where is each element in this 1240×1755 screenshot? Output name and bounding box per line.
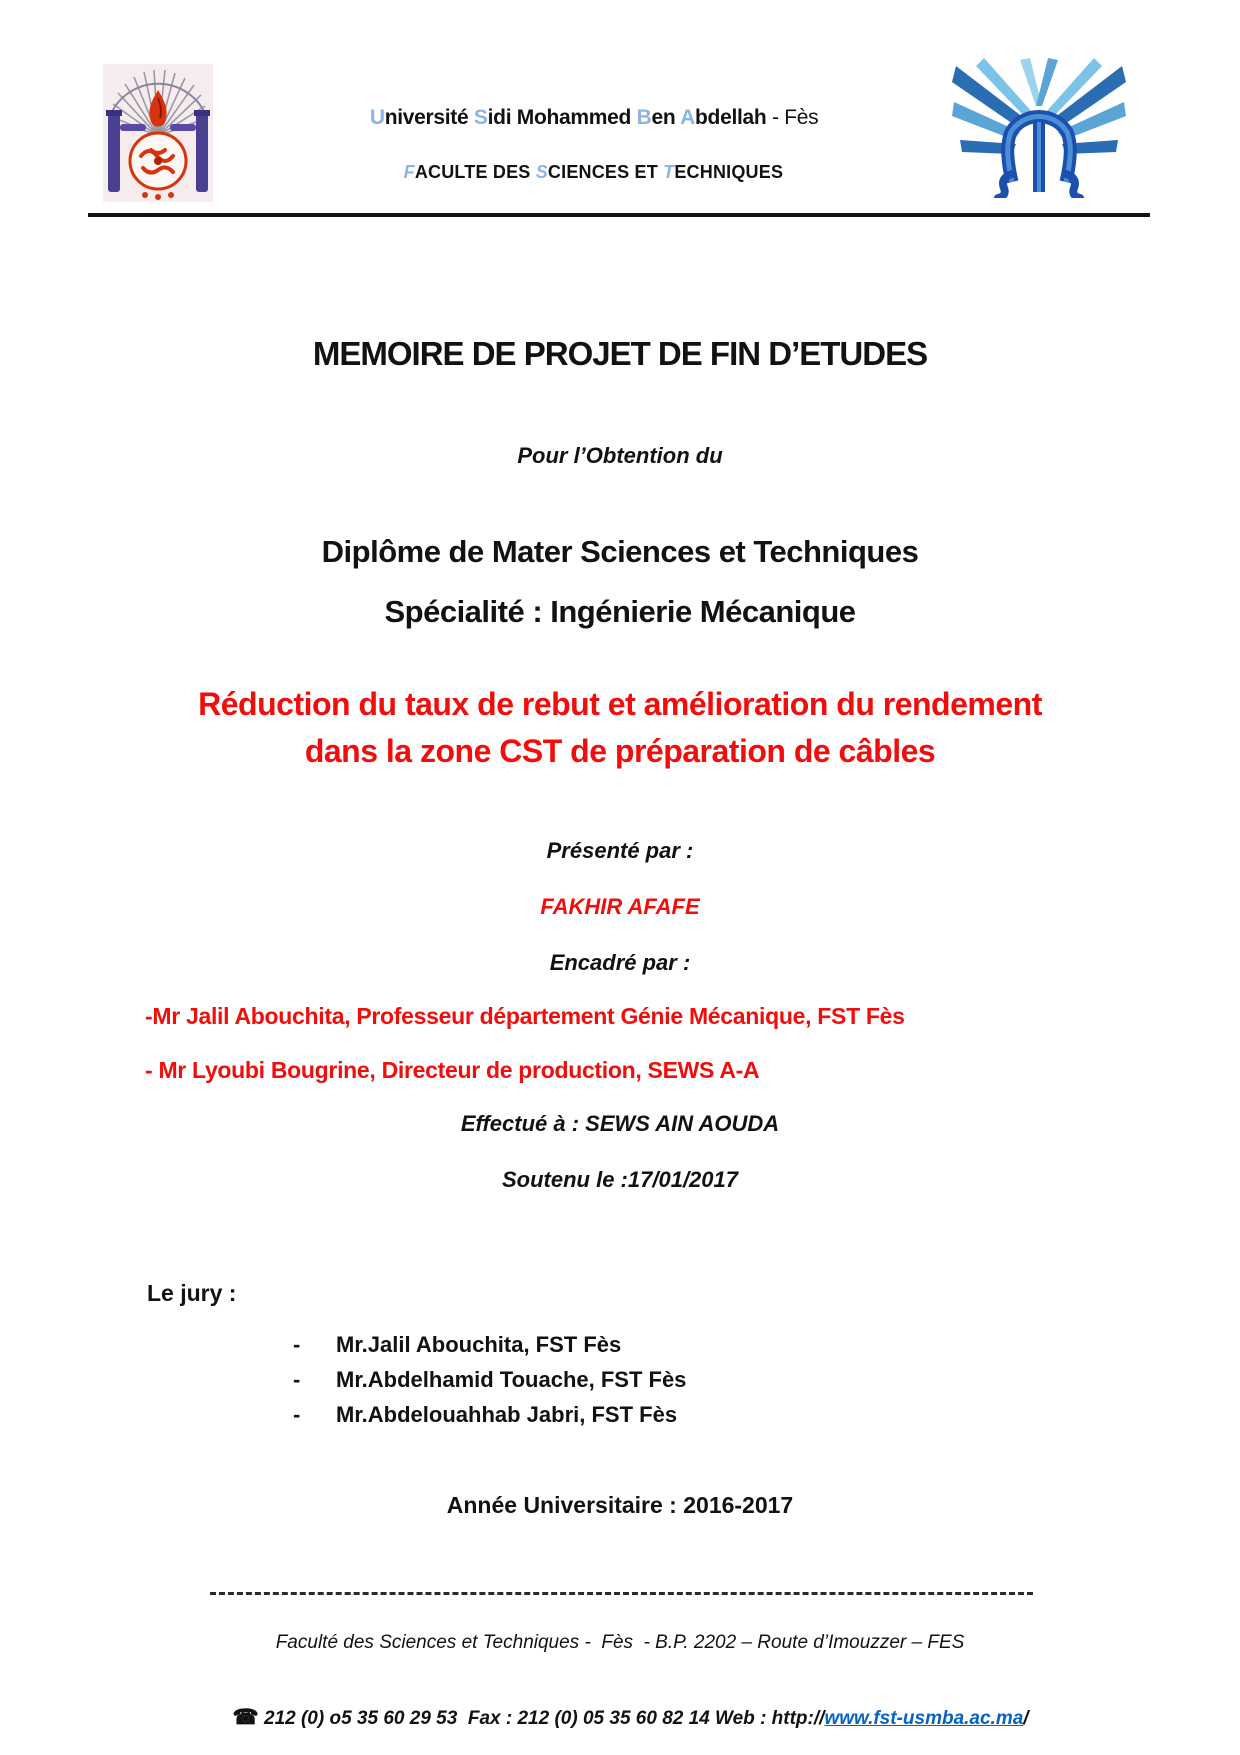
author-name: FAKHIR AFAFE [540, 894, 700, 919]
initial-letter: B [636, 106, 652, 129]
initial-letter: A [680, 106, 696, 129]
subject-line-1: Réduction du taux de rebut et amélioration du rendement [198, 686, 1042, 722]
presented-by-label: Présenté par : [546, 838, 694, 863]
dash-bullet: - [293, 1402, 301, 1427]
document-title: MEMOIRE DE PROJET DE FIN D’ETUDES [312, 335, 928, 372]
internship-location: Effectué à : SEWS AIN AOUDA [460, 1111, 780, 1136]
supervisor-2: - Mr Lyoubi Bougrine, Directeur de production, SEWS A-A [145, 1057, 760, 1083]
telephone-icon: ☎ [232, 1706, 259, 1729]
jury-label: Le jury : [147, 1280, 237, 1306]
initial-letter: S [473, 106, 488, 129]
website-link[interactable]: www.fst-usmba.ac.ma [824, 1708, 1024, 1729]
diploma-line: Diplôme de Mater Sciences et Techniques [321, 534, 919, 569]
initial-letter: S [535, 162, 548, 182]
contact-line [0, 1679, 1240, 1755]
jury-member-name: Mr.Jalil Abouchita, FST Fès [336, 1332, 622, 1357]
link-suffix: / [1023, 1708, 1029, 1729]
jury-member-name: Mr.Abdelouahhab Jabri, FST Fès [336, 1402, 678, 1427]
academic-year: Année Universitaire : 2016-2017 [446, 1492, 794, 1518]
jury-member-row [293, 1397, 686, 1432]
usmba-emblem-icon [103, 64, 213, 202]
dash-bullet: - [293, 1332, 301, 1357]
obtention-subtitle: Pour l’Obtention du [517, 443, 723, 468]
fst-logo-icon [950, 56, 1128, 198]
project-subject-title [0, 681, 1240, 775]
initial-letter: U [369, 106, 385, 129]
subject-line-2: dans la zone CST de préparation de câbles [304, 733, 936, 769]
defense-date: Soutenu le :17/01/2017 [502, 1167, 738, 1192]
fst-fes-logo [950, 56, 1128, 198]
supervised-by-label: Encadré par : [549, 950, 691, 975]
initial-letter: T [663, 162, 675, 182]
jury-member-row [293, 1327, 686, 1362]
speciality-line: Spécialité : Ingénierie Mécanique [384, 594, 856, 629]
initial-letter: F [403, 162, 415, 182]
jury-list [293, 1327, 686, 1432]
jury-member-row [293, 1362, 686, 1397]
faculty-name-line: FACULTE DES SCIENCES ET TECHNIQUES [403, 162, 784, 182]
footer-dashed-divider [210, 1592, 1033, 1595]
dash-bullet: - [293, 1367, 301, 1392]
university-name-line: Université Sidi Mohammed Ben Abdellah - Fès [369, 106, 819, 129]
faculty-address: Faculté des Sciences et Techniques - Fès - B.P. 2202 – Route d’Imouzzer – FES [275, 1632, 965, 1653]
usmba-university-logo [103, 64, 213, 202]
header-divider-rule [88, 213, 1150, 217]
phone-fax-text: 212 (0) o5 35 60 29 53 Fax : 212 (0) 05 35 60 82 14 Web : http:// [258, 1708, 825, 1729]
jury-member-name: Mr.Abdelhamid Touache, FST Fès [336, 1367, 687, 1392]
supervisor-1: -Mr Jalil Abouchita, Professeur département Génie Mécanique, FST Fès [145, 1003, 905, 1029]
